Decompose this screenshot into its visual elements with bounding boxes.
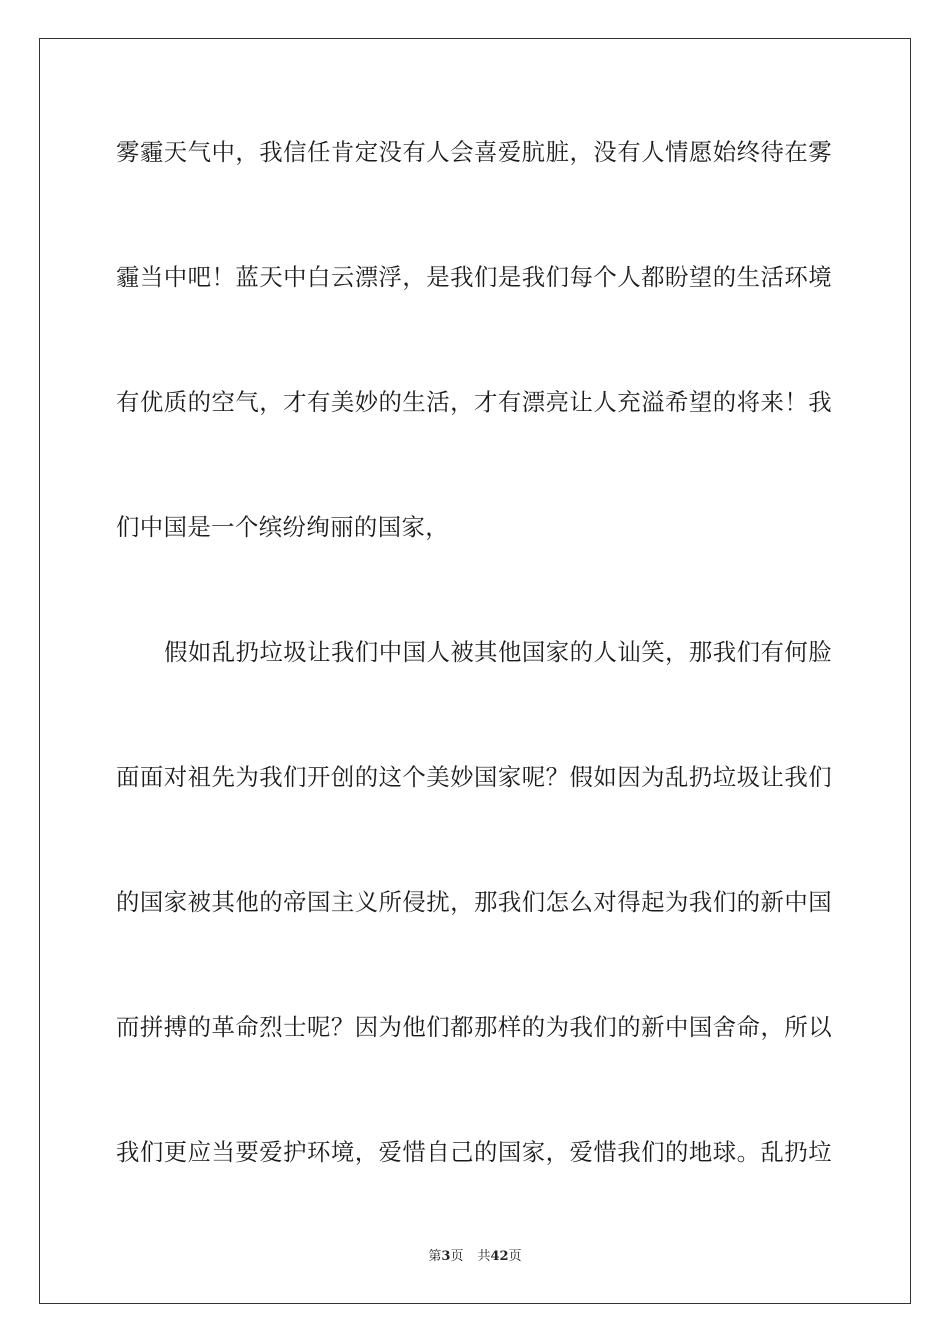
total-pages: 42 [490, 1249, 509, 1264]
text-line-4: 们中国是一个缤纷绚丽的国家， [116, 513, 450, 541]
page-number: 3 [441, 1249, 451, 1264]
page-suffix: 页 [450, 1249, 464, 1264]
text-line-6: 面面对祖先为我们开创的这个美妙国家呢？假如因为乱扔垃圾让我们 [116, 763, 832, 791]
page-border [39, 38, 911, 1304]
text-line-8: 而拼搏的革命烈士呢？因为他们都那样的为我们的新中国舍命，所以 [116, 1013, 832, 1041]
text-line-1: 雾霾天气中，我信任肯定没有人会喜爱肮脏，没有人情愿始终待在雾 [116, 138, 832, 166]
text-line-3: 有优质的空气，才有美妙的生活，才有漂亮让人充溢希望的将来！我 [116, 388, 832, 416]
text-line-9: 我们更应当要爱护环境，爱惜自己的国家，爱惜我们的地球。乱扔垃 [116, 1138, 832, 1166]
text-line-7: 的国家被其他的帝国主义所侵扰，那我们怎么对得起为我们的新中国 [116, 888, 832, 916]
total-suffix: 页 [508, 1249, 522, 1264]
total-prefix: 共 [477, 1249, 491, 1264]
text-line-2: 霾当中吧！蓝天中白云漂浮，是我们是我们每个人都盼望的生活环境 [116, 263, 832, 291]
text-line-5: 假如乱扔垃圾让我们中国人被其他国家的人讪笑，那我们有何脸 [164, 638, 832, 666]
page-prefix: 第 [428, 1249, 442, 1264]
page-footer [0, 1248, 950, 1266]
